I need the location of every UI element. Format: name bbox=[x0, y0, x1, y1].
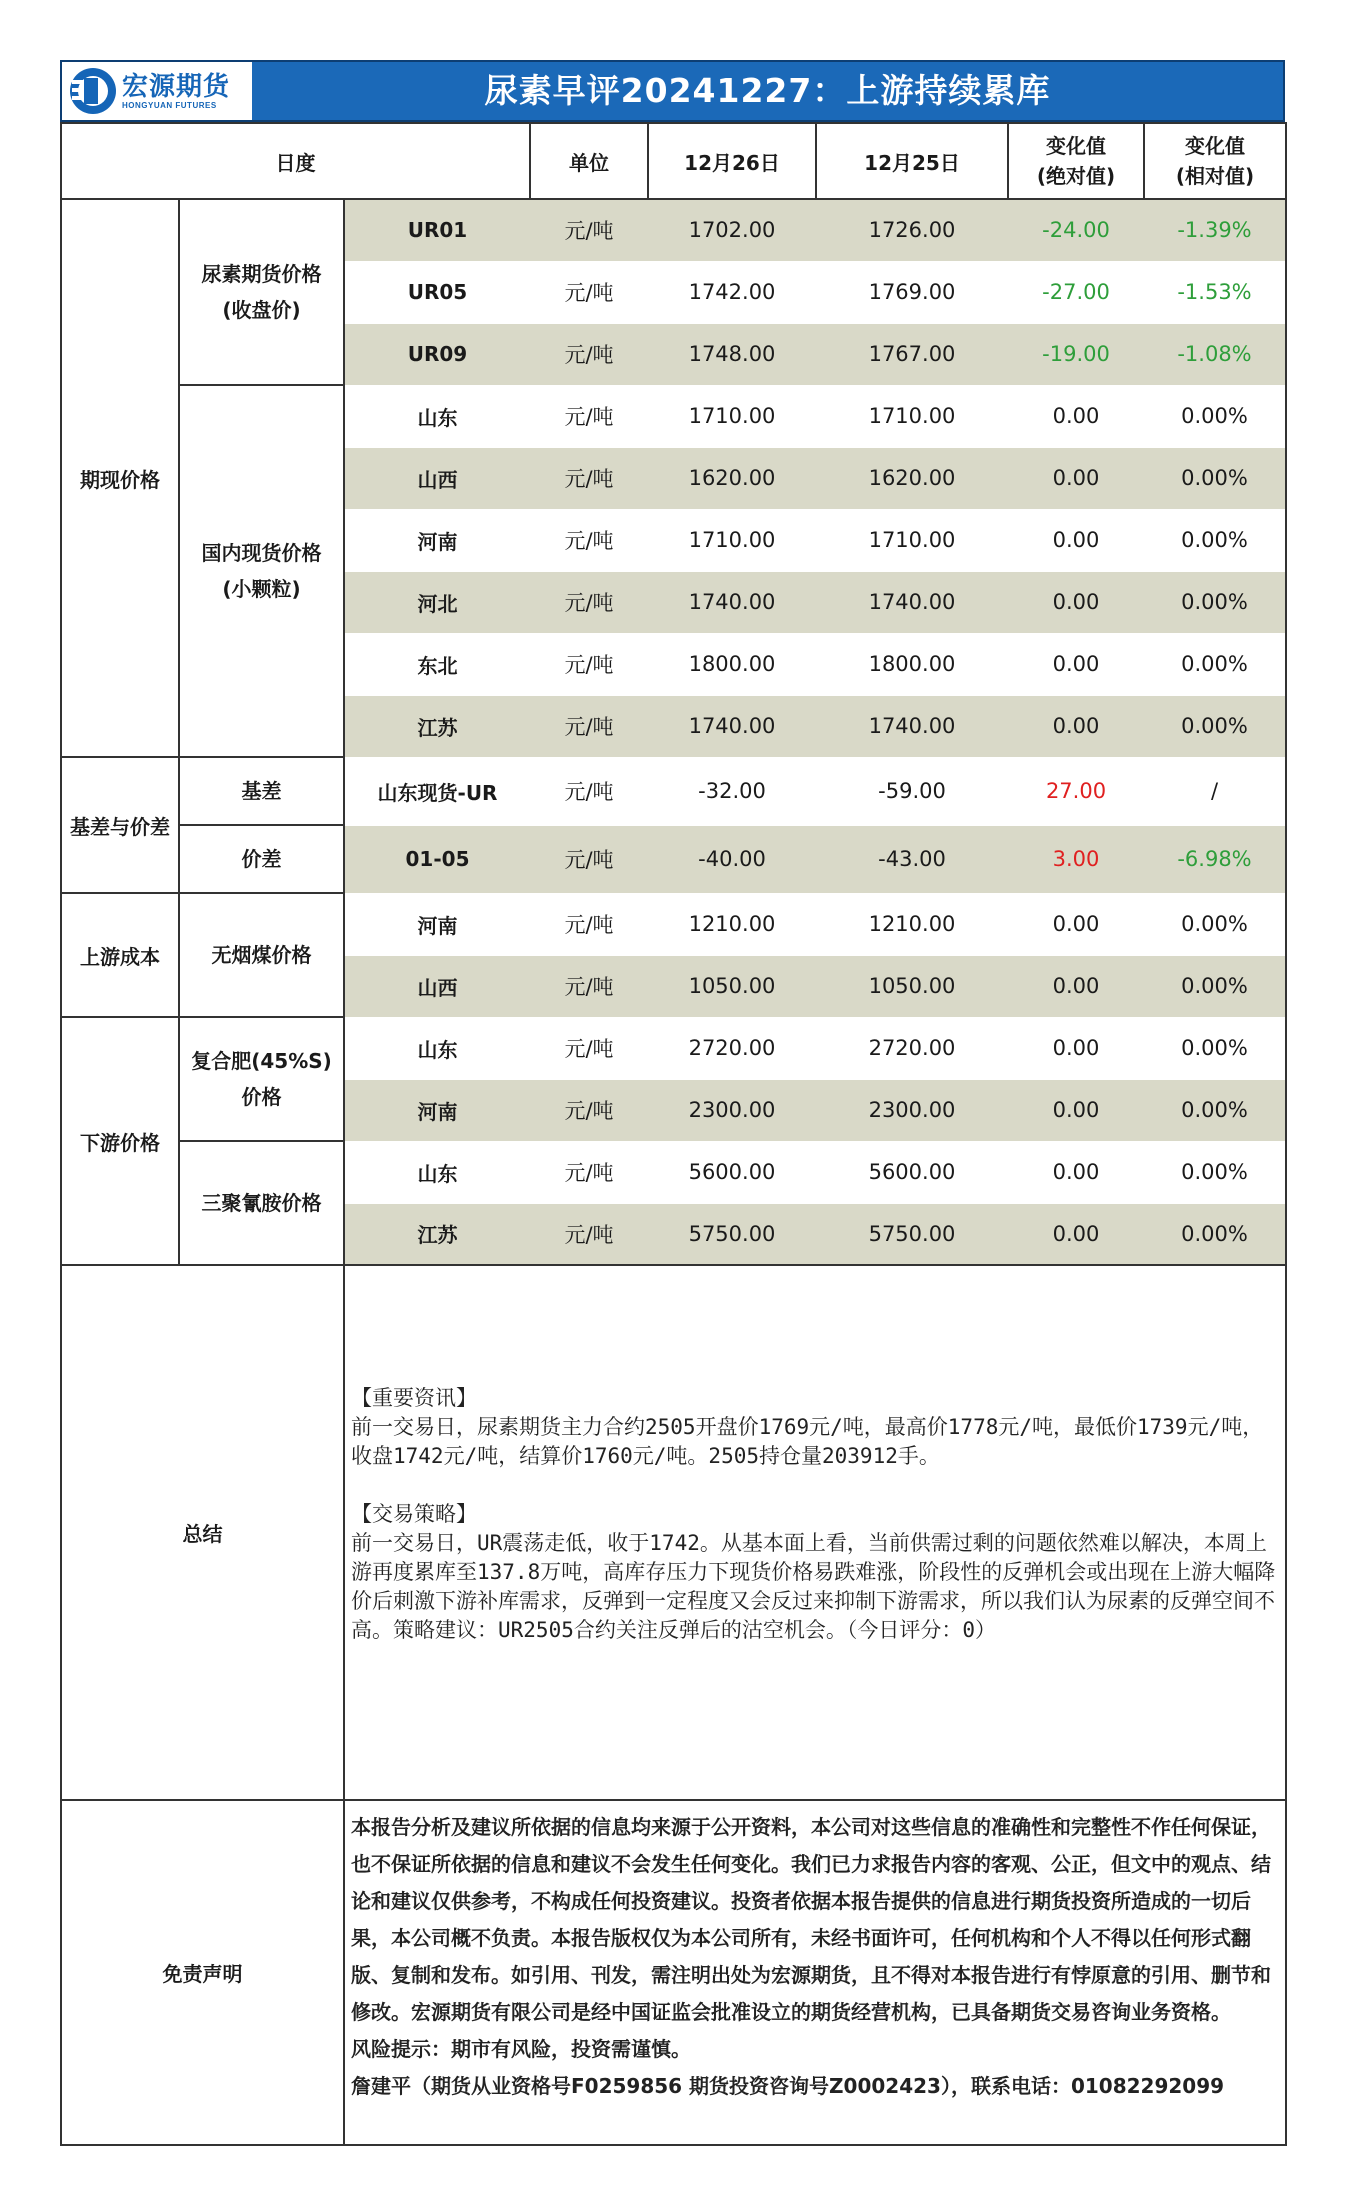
rel-header-line1: 变化值 bbox=[1185, 134, 1245, 158]
abs-change-cell: 27.00 bbox=[1008, 757, 1144, 825]
value-cell: 1710.00 bbox=[648, 509, 816, 571]
subgroup-text: (收盘价) bbox=[222, 298, 301, 322]
item-cell: UR05 bbox=[344, 261, 530, 323]
rel-change-cell: 0.00% bbox=[1144, 695, 1286, 757]
title-bar bbox=[60, 60, 1285, 122]
subgroup-text: 尿素期货价格 bbox=[201, 262, 322, 286]
abs-change-cell: 0.00 bbox=[1008, 1079, 1144, 1141]
brand-name-en: HONGYUAN FUTURES bbox=[122, 100, 217, 110]
item-cell: 山东 bbox=[344, 1141, 530, 1203]
unit-header: 单位 bbox=[530, 123, 648, 199]
rel-change-cell: 0.00% bbox=[1144, 633, 1286, 695]
item-cell: UR09 bbox=[344, 323, 530, 385]
unit-cell: 元/吨 bbox=[530, 893, 648, 955]
subgroup-text: 无烟煤价格 bbox=[211, 943, 312, 967]
unit-cell: 元/吨 bbox=[530, 1203, 648, 1265]
unit-cell: 元/吨 bbox=[530, 1017, 648, 1079]
table-row bbox=[61, 1141, 1286, 1203]
value-cell: 1620.00 bbox=[648, 447, 816, 509]
value-cell: 1050.00 bbox=[816, 955, 1008, 1017]
period-header: 日度 bbox=[61, 123, 530, 199]
item-cell: 东北 bbox=[344, 633, 530, 695]
abs-change-cell: 0.00 bbox=[1008, 1203, 1144, 1265]
value-cell: -59.00 bbox=[816, 757, 1008, 825]
table-row bbox=[61, 199, 1286, 261]
rel-header-line2: (相对值) bbox=[1175, 164, 1255, 188]
value-cell: 1740.00 bbox=[816, 695, 1008, 757]
value-cell: 1210.00 bbox=[816, 893, 1008, 955]
abs-change-cell: 0.00 bbox=[1008, 385, 1144, 447]
subgroup-label bbox=[179, 825, 344, 893]
news-body: 前一交易日，尿素期货主力合约2505开盘价1769元/吨，最高价1778元/吨，最低价1739元/吨，收盘1742元/吨，结算价1760元/吨。2505持仓量203912手。 bbox=[351, 1415, 1264, 1468]
item-cell: 山东 bbox=[344, 385, 530, 447]
company-logo bbox=[62, 62, 252, 120]
abs-change-cell: 0.00 bbox=[1008, 955, 1144, 1017]
value-cell: 5750.00 bbox=[648, 1203, 816, 1265]
value-cell: 1710.00 bbox=[648, 385, 816, 447]
item-cell: 山东 bbox=[344, 1017, 530, 1079]
disclaimer-text: 本报告分析及建议所依据的信息均来源于公开资料，本公司对这些信息的准确性和完整性不作任何保证，也不保证所依据的信息和建议不会发生任何变化。我们已力求报告内容的客观、公正，但文中的观点、结论和建议仅供参考，不构成任何投资建议。投资者依据本报告提供的信息进行期货投资所造成的一切后果，本公司概不负责。本报告版权仅为本公司所有，未经书面许可，任何机构和个人不得以任何形式翻版、复制和发布。如引用、刊发，需注明出处为宏源期货，且不得对本报告进行有悖原意的引用、删节和修改。宏源期货有限公司是经中国证监会批准设立的期货经营机构，已具备期货交易咨询业务资格。 bbox=[351, 1815, 1271, 2024]
value-cell: -40.00 bbox=[648, 825, 816, 893]
item-cell: 河南 bbox=[344, 1079, 530, 1141]
subgroup-text: 复合肥(45%S) bbox=[191, 1049, 332, 1073]
value-cell: 1767.00 bbox=[816, 323, 1008, 385]
abs-change-cell: 0.00 bbox=[1008, 1141, 1144, 1203]
item-cell: 01-05 bbox=[344, 825, 530, 893]
summary-row bbox=[61, 1265, 1286, 1800]
value-cell: 1210.00 bbox=[648, 893, 816, 955]
item-cell: 江苏 bbox=[344, 1203, 530, 1265]
value-cell: 5600.00 bbox=[648, 1141, 816, 1203]
value-cell: 5750.00 bbox=[816, 1203, 1008, 1265]
news-title: 【重要资讯】 bbox=[351, 1386, 477, 1410]
unit-cell: 元/吨 bbox=[530, 757, 648, 825]
unit-cell: 元/吨 bbox=[530, 323, 648, 385]
date1-header: 12月26日 bbox=[648, 123, 816, 199]
rel-change-cell: 0.00% bbox=[1144, 385, 1286, 447]
table-row bbox=[61, 893, 1286, 955]
abs-change-cell: 0.00 bbox=[1008, 571, 1144, 633]
rel-change-cell: 0.00% bbox=[1144, 509, 1286, 571]
abs-change-cell: 0.00 bbox=[1008, 447, 1144, 509]
value-cell: 1800.00 bbox=[816, 633, 1008, 695]
abs-change-cell: 0.00 bbox=[1008, 893, 1144, 955]
group-label: 基差与价差 bbox=[61, 757, 179, 893]
subgroup-text: 三聚氰胺价格 bbox=[201, 1191, 322, 1215]
summary-label: 总结 bbox=[61, 1265, 344, 1800]
brand-name-cn: 宏源期货 bbox=[122, 71, 231, 102]
value-cell: 1740.00 bbox=[816, 571, 1008, 633]
abs-change-cell: -24.00 bbox=[1008, 199, 1144, 261]
item-cell: 河南 bbox=[344, 509, 530, 571]
subgroup-text: (小颗粒) bbox=[222, 577, 301, 601]
unit-cell: 元/吨 bbox=[530, 509, 648, 571]
item-cell: 江苏 bbox=[344, 695, 530, 757]
value-cell: 2300.00 bbox=[648, 1079, 816, 1141]
rel-change-cell: 0.00% bbox=[1144, 571, 1286, 633]
hongyuan-logo-icon bbox=[68, 66, 118, 116]
unit-cell: 元/吨 bbox=[530, 1141, 648, 1203]
table-row bbox=[61, 1017, 1286, 1079]
table-row bbox=[61, 757, 1286, 825]
rel-change-cell: 0.00% bbox=[1144, 893, 1286, 955]
rel-change-cell: -1.53% bbox=[1144, 261, 1286, 323]
unit-cell: 元/吨 bbox=[530, 447, 648, 509]
unit-cell: 元/吨 bbox=[530, 571, 648, 633]
abs-change-cell: 3.00 bbox=[1008, 825, 1144, 893]
subgroup-text: 基差 bbox=[241, 779, 282, 803]
rel-change-cell: 0.00% bbox=[1144, 955, 1286, 1017]
rel-change-cell: 0.00% bbox=[1144, 1141, 1286, 1203]
group-label: 下游价格 bbox=[61, 1017, 179, 1265]
subgroup-text: 价差 bbox=[241, 847, 282, 871]
value-cell: 1742.00 bbox=[648, 261, 816, 323]
group-label: 上游成本 bbox=[61, 893, 179, 1017]
value-cell: 1620.00 bbox=[816, 447, 1008, 509]
subgroup-label bbox=[179, 1017, 344, 1141]
item-cell: UR01 bbox=[344, 199, 530, 261]
group-label: 期现价格 bbox=[61, 199, 179, 757]
item-cell: 山东现货-UR bbox=[344, 757, 530, 825]
value-cell: -43.00 bbox=[816, 825, 1008, 893]
table-row bbox=[61, 385, 1286, 447]
rel-change-cell: 0.00% bbox=[1144, 1203, 1286, 1265]
value-cell: 1710.00 bbox=[816, 509, 1008, 571]
abs-header-line1: 变化值 bbox=[1046, 134, 1106, 158]
value-cell: 1800.00 bbox=[648, 633, 816, 695]
unit-cell: 元/吨 bbox=[530, 261, 648, 323]
rel-change-cell: -6.98% bbox=[1144, 825, 1286, 893]
value-cell: 1769.00 bbox=[816, 261, 1008, 323]
abs-change-cell: 0.00 bbox=[1008, 633, 1144, 695]
value-cell: -32.00 bbox=[648, 757, 816, 825]
value-cell: 2720.00 bbox=[648, 1017, 816, 1079]
risk-warning: 风险提示：期市有风险，投资需谨慎。 bbox=[351, 2037, 691, 2061]
item-cell: 山西 bbox=[344, 955, 530, 1017]
subgroup-label bbox=[179, 199, 344, 385]
strategy-body: 前一交易日，UR震荡走低，收于1742。从基本面上看，当前供需过剩的问题依然难以解决，本周上游再度累库至137.8万吨，高库存压力下现货价格易跌难涨，阶段性的反弹机会或出现在上游大幅降价后刺激下游补库需求，反弹到一定程度又会反过来抑制下游需求，所以我们认为尿素的反弹空间不高。策略建议：UR2505合约关注反弹后的沽空机会。（今日评分：0） bbox=[351, 1531, 1276, 1642]
unit-cell: 元/吨 bbox=[530, 385, 648, 447]
value-cell: 5600.00 bbox=[816, 1141, 1008, 1203]
table-row bbox=[61, 825, 1286, 893]
value-cell: 2720.00 bbox=[816, 1017, 1008, 1079]
unit-cell: 元/吨 bbox=[530, 199, 648, 261]
value-cell: 1748.00 bbox=[648, 323, 816, 385]
value-cell: 1710.00 bbox=[816, 385, 1008, 447]
disclaimer-content bbox=[344, 1800, 1286, 2145]
disclaimer-row bbox=[61, 1800, 1286, 2145]
subgroup-label bbox=[179, 385, 344, 757]
price-table bbox=[60, 122, 1287, 2146]
abs-change-cell: 0.00 bbox=[1008, 1017, 1144, 1079]
unit-cell: 元/吨 bbox=[530, 695, 648, 757]
report-title: 尿素早评20241227：上游持续累库 bbox=[484, 71, 1051, 110]
date2-header: 12月25日 bbox=[816, 123, 1008, 199]
table-header bbox=[61, 123, 1286, 199]
value-cell: 1740.00 bbox=[648, 695, 816, 757]
rel-change-cell: -1.39% bbox=[1144, 199, 1286, 261]
strategy-title: 【交易策略】 bbox=[351, 1502, 477, 1526]
rel-change-header bbox=[1144, 123, 1286, 199]
subgroup-label bbox=[179, 757, 344, 825]
rel-change-cell: 0.00% bbox=[1144, 447, 1286, 509]
abs-header-line2: (绝对值) bbox=[1036, 164, 1116, 188]
value-cell: 1050.00 bbox=[648, 955, 816, 1017]
abs-change-header bbox=[1008, 123, 1144, 199]
unit-cell: 元/吨 bbox=[530, 633, 648, 695]
abs-change-cell: -19.00 bbox=[1008, 323, 1144, 385]
summary-content bbox=[344, 1265, 1286, 1800]
analyst-contact: 詹建平（期货从业资格号F0259856 期货投资咨询号Z0002423），联系电话：01082292099 bbox=[351, 2074, 1225, 2098]
subgroup-label bbox=[179, 893, 344, 1017]
item-cell: 河北 bbox=[344, 571, 530, 633]
disclaimer-label: 免责声明 bbox=[61, 1800, 344, 2145]
value-cell: 2300.00 bbox=[816, 1079, 1008, 1141]
rel-change-cell: / bbox=[1144, 757, 1286, 825]
unit-cell: 元/吨 bbox=[530, 955, 648, 1017]
item-cell: 河南 bbox=[344, 893, 530, 955]
value-cell: 1726.00 bbox=[816, 199, 1008, 261]
unit-cell: 元/吨 bbox=[530, 825, 648, 893]
value-cell: 1740.00 bbox=[648, 571, 816, 633]
abs-change-cell: 0.00 bbox=[1008, 695, 1144, 757]
unit-cell: 元/吨 bbox=[530, 1079, 648, 1141]
abs-change-cell: -27.00 bbox=[1008, 261, 1144, 323]
rel-change-cell: 0.00% bbox=[1144, 1017, 1286, 1079]
subgroup-label bbox=[179, 1141, 344, 1265]
subgroup-text: 国内现货价格 bbox=[201, 541, 322, 565]
abs-change-cell: 0.00 bbox=[1008, 509, 1144, 571]
value-cell: 1702.00 bbox=[648, 199, 816, 261]
item-cell: 山西 bbox=[344, 447, 530, 509]
rel-change-cell: 0.00% bbox=[1144, 1079, 1286, 1141]
rel-change-cell: -1.08% bbox=[1144, 323, 1286, 385]
report-sheet bbox=[60, 60, 1285, 2146]
subgroup-text: 价格 bbox=[241, 1085, 282, 1109]
